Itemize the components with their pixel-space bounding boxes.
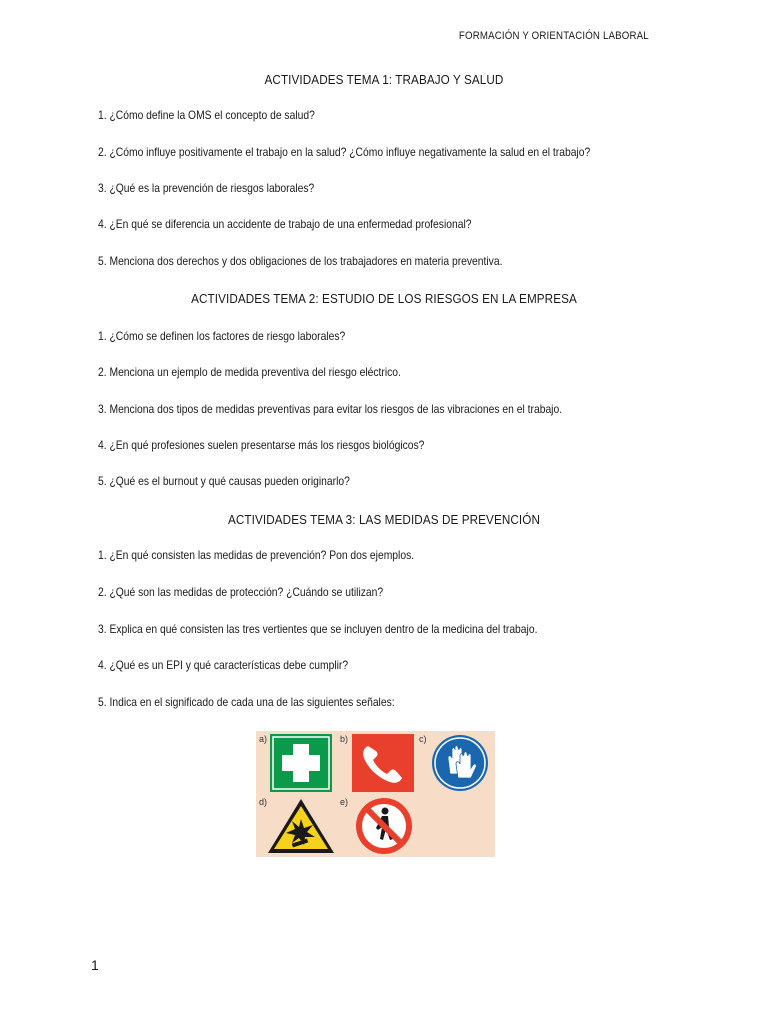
question-1-2: 2. ¿Cómo influye positivamente el trabajo en la salud? ¿Cómo influye negativamente la salud en el trabajo?: [98, 145, 591, 159]
sign-label-e: e): [340, 797, 349, 807]
first-aid-cross-icon: [270, 734, 332, 792]
question-2-2: 2. Menciona un ejemplo de medida preventiva del riesgo eléctrico.: [98, 365, 401, 379]
question-2-4: 4. ¿En qué profesiones suelen presentarse más los riesgos biológicos?: [98, 438, 425, 452]
section-title-tema-3: ACTIVIDADES TEMA 3: LAS MEDIDAS DE PREVENCIÓN: [227, 512, 541, 527]
question-3-2: 2. ¿Qué son las medidas de protección? ¿Cuándo se utilizan?: [98, 585, 384, 599]
question-1-4: 4. ¿En qué se diferencia un accidente de trabajo de una enfermedad profesional?: [98, 217, 472, 231]
question-3-1: 1. ¿En qué consisten las medidas de prevención? Pon dos ejemplos.: [98, 548, 415, 562]
header-course-title: FORMACIÓN Y ORIENTACIÓN LABORAL: [459, 30, 649, 42]
sign-label-c: c): [419, 734, 427, 744]
question-3-5: 5. Indica en el significado de cada una de las siguientes señales:: [98, 695, 395, 709]
question-2-5: 5. ¿Qué es el burnout y qué causas pueden originarlo?: [98, 474, 350, 488]
section-title-tema-1: ACTIVIDADES TEMA 1: TRABAJO Y SALUD: [264, 72, 504, 87]
emergency-phone-icon: [352, 734, 414, 792]
question-3-3: 3. Explica en qué consisten las tres vertientes que se incluyen dentro de la medicina del trabajo.: [98, 622, 538, 636]
no-pedestrians-icon: [352, 797, 416, 855]
safety-signs-figure: [256, 731, 495, 857]
sign-label-a: a): [259, 734, 268, 744]
protective-gloves-icon: [428, 734, 492, 792]
question-1-5: 5. Menciona dos derechos y dos obligaciones de los trabajadores en materia preventiva.: [98, 254, 503, 268]
question-1-3: 3. ¿Qué es la prevención de riesgos laborales?: [98, 181, 315, 195]
section-title-tema-2: ACTIVIDADES TEMA 2: ESTUDIO DE LOS RIESGOS EN LA EMPRESA: [191, 291, 577, 306]
question-2-1: 1. ¿Cómo se definen los factores de riesgo laborales?: [98, 329, 346, 343]
sign-label-d: d): [259, 797, 268, 807]
question-1-1: 1. ¿Cómo define la OMS el concepto de salud?: [98, 108, 315, 122]
sign-label-b: b): [340, 734, 349, 744]
page-number: 1: [91, 957, 99, 973]
explosive-material-icon: [266, 797, 336, 855]
question-2-3: 3. Menciona dos tipos de medidas preventivas para evitar los riesgos de las vibraciones en el trabajo.: [98, 402, 563, 416]
question-3-4: 4. ¿Qué es un EPI y qué características debe cumplir?: [98, 658, 349, 672]
